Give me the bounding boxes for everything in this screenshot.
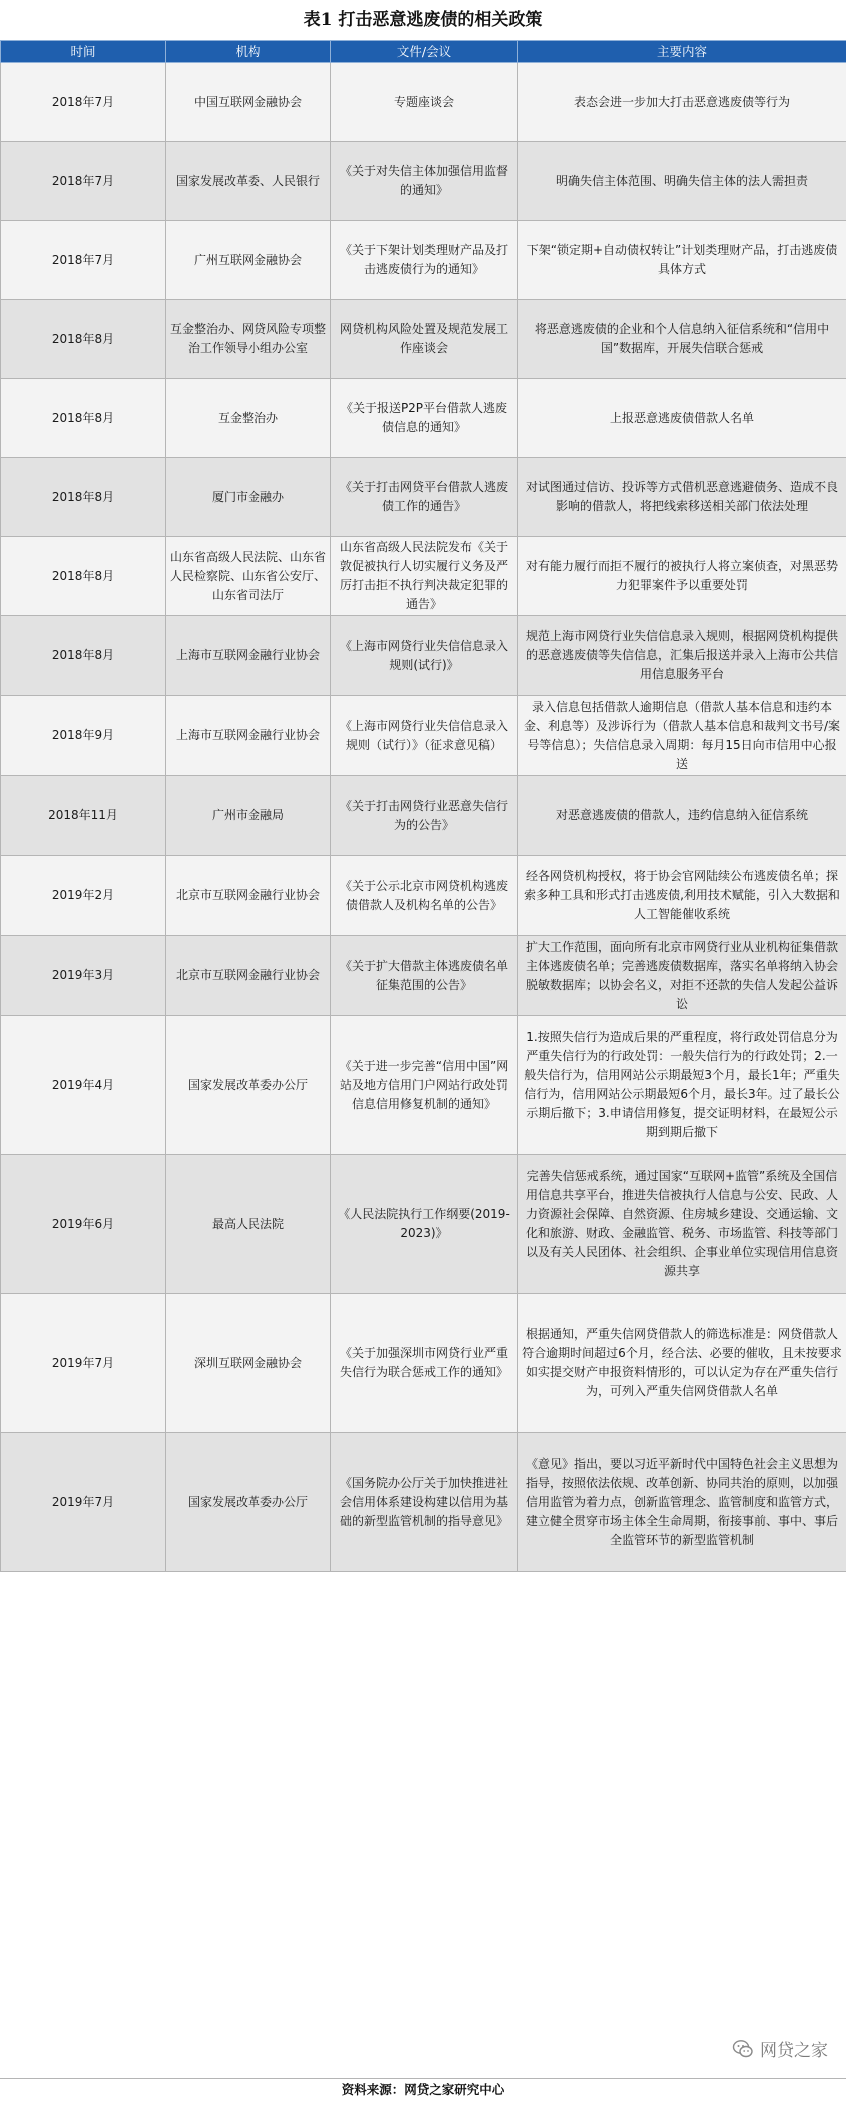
table-row bbox=[1, 458, 846, 537]
cell-doc: 《上海市网贷行业失信信息录入规则（试行）》（征求意见稿） bbox=[331, 696, 518, 776]
cell-org: 中国互联网金融协会 bbox=[166, 63, 331, 142]
cell-content: 完善失信惩戒系统，通过国家“互联网+监管”系统及全国信用信息共享平台，推进失信被执行人信息与公安、民政、人力资源社会保障、自然资源、住房城乡建设、交通运输、文化和旅游、财政、金融监管、税务、市场监管、科技等部门以及有关人民团体、社会组织、企事业单位实现信用信息资源共享 bbox=[518, 1155, 846, 1294]
cell-org: 山东省高级人民法院、山东省人民检察院、山东省公安厅、山东省司法厅 bbox=[166, 537, 331, 616]
table-row bbox=[1, 63, 846, 142]
cell-content: 对恶意逃废债的借款人，违约信息纳入征信系统 bbox=[518, 776, 846, 856]
cell-content: 对有能力履行而拒不履行的被执行人将立案侦查，对黑恶势力犯罪案件予以重要处罚 bbox=[518, 537, 846, 616]
cell-doc: 《关于进一步完善“信用中国”网站及地方信用门户网站行政处罚信息信用修复机制的通知》 bbox=[331, 1016, 518, 1155]
cell-org: 厦门市金融办 bbox=[166, 458, 331, 537]
cell-time: 2018年7月 bbox=[1, 221, 166, 300]
table-row bbox=[1, 776, 846, 856]
source-footer: 资料来源：网贷之家研究中心 bbox=[0, 2078, 846, 2101]
cell-time: 2018年8月 bbox=[1, 616, 166, 696]
table-row bbox=[1, 221, 846, 300]
cell-content: 上报恶意逃废债借款人名单 bbox=[518, 379, 846, 458]
cell-org: 互金整治办、网贷风险专项整治工作领导小组办公室 bbox=[166, 300, 331, 379]
cell-doc: 山东省高级人民法院发布《关于敦促被执行人切实履行义务及严厉打击拒不执行判决裁定犯罪的通告》 bbox=[331, 537, 518, 616]
cell-content: 录入信息包括借款人逾期信息（借款人基本信息和违约本金、利息等）及涉诉行为（借款人基本信息和裁判文书号/案号等信息）；失信信息录入周期：每月15日向市信用中心报送 bbox=[518, 696, 846, 776]
table-row bbox=[1, 696, 846, 776]
cell-org: 互金整治办 bbox=[166, 379, 331, 458]
cell-org: 深圳互联网金融协会 bbox=[166, 1294, 331, 1433]
cell-time: 2019年7月 bbox=[1, 1433, 166, 1572]
watermark-text: 网贷之家 bbox=[760, 2036, 828, 2061]
cell-content: 根据通知，严重失信网贷借款人的筛选标准是：网贷借款人符合逾期时间超过6个月，经合法、必要的催收，且未按要求如实提交财产申报资料情形的，可以认定为存在严重失信行为，可列入严重失信网贷借款人名单 bbox=[518, 1294, 846, 1433]
cell-doc: 《国务院办公厅关于加快推进社会信用体系建设构建以信用为基础的新型监管机制的指导意见》 bbox=[331, 1433, 518, 1572]
cell-doc: 《关于公示北京市网贷机构逃废债借款人及机构名单的公告》 bbox=[331, 856, 518, 936]
cell-content: 经各网贷机构授权，将于协会官网陆续公布逃废债名单；探索多种工具和形式打击逃废债,利用技术赋能，引入大数据和人工智能催收系统 bbox=[518, 856, 846, 936]
table-row bbox=[1, 300, 846, 379]
wechat-icon bbox=[732, 2038, 754, 2060]
table-row bbox=[1, 936, 846, 1016]
cell-time: 2019年2月 bbox=[1, 856, 166, 936]
cell-time: 2019年7月 bbox=[1, 1294, 166, 1433]
cell-time: 2018年11月 bbox=[1, 776, 166, 856]
table-row bbox=[1, 1155, 846, 1294]
cell-time: 2019年6月 bbox=[1, 1155, 166, 1294]
cell-doc: 网贷机构风险处置及规范发展工作座谈会 bbox=[331, 300, 518, 379]
cell-doc: 《关于报送P2P平台借款人逃废债信息的通知》 bbox=[331, 379, 518, 458]
cell-time: 2018年7月 bbox=[1, 63, 166, 142]
cell-time: 2018年8月 bbox=[1, 458, 166, 537]
cell-content: 将恶意逃废债的企业和个人信息纳入征信系统和“信用中国”数据库，开展失信联合惩戒 bbox=[518, 300, 846, 379]
cell-content: 规范上海市网贷行业失信信息录入规则，根据网贷机构提供的恶意逃废债等失信信息，汇集后报送并录入上海市公共信用信息服务平台 bbox=[518, 616, 846, 696]
cell-doc: 《关于扩大借款主体逃废债名单征集范围的公告》 bbox=[331, 936, 518, 1016]
table-row bbox=[1, 1294, 846, 1433]
cell-content: 明确失信主体范围、明确失信主体的法人需担责 bbox=[518, 142, 846, 221]
cell-org: 国家发展改革委、人民银行 bbox=[166, 142, 331, 221]
cell-time: 2018年7月 bbox=[1, 142, 166, 221]
cell-org: 北京市互联网金融行业协会 bbox=[166, 936, 331, 1016]
cell-org: 国家发展改革委办公厅 bbox=[166, 1433, 331, 1572]
header-row bbox=[1, 41, 846, 63]
cell-org: 国家发展改革委办公厅 bbox=[166, 1016, 331, 1155]
cell-time: 2018年8月 bbox=[1, 537, 166, 616]
table-row bbox=[1, 142, 846, 221]
cell-org: 北京市互联网金融行业协会 bbox=[166, 856, 331, 936]
cell-org: 上海市互联网金融行业协会 bbox=[166, 616, 331, 696]
cell-content: 下架“锁定期+自动债权转让”计划类理财产品，打击逃废债具体方式 bbox=[518, 221, 846, 300]
table-row bbox=[1, 1433, 846, 1572]
cell-org: 上海市互联网金融行业协会 bbox=[166, 696, 331, 776]
cell-doc: 《关于下架计划类理财产品及打击逃废债行为的通知》 bbox=[331, 221, 518, 300]
cell-content: 1.按照失信行为造成后果的严重程度，将行政处罚信息分为严重失信行为的行政处罚：一般失信行为的行政处罚；2.一般失信行为，信用网站公示期最短3个月，最长1年；严重失信行为，信用网站公示期最短6个月，最长3年。过了最长公示期后撤下；3.申请信用修复，提交证明材料，在最短公示期到期后撤下 bbox=[518, 1016, 846, 1155]
watermark bbox=[732, 2036, 828, 2061]
cell-org: 最高人民法院 bbox=[166, 1155, 331, 1294]
cell-time: 2018年9月 bbox=[1, 696, 166, 776]
cell-content: 扩大工作范围，面向所有北京市网贷行业从业机构征集借款主体逃废债名单；完善逃废债数据库，落实名单将纳入协会脱敏数据库；以协会名义，对拒不还款的失信人发起公益诉讼 bbox=[518, 936, 846, 1016]
table-row bbox=[1, 856, 846, 936]
cell-time: 2019年4月 bbox=[1, 1016, 166, 1155]
table-title: 表1 打击恶意逃废债的相关政策 bbox=[0, 0, 846, 40]
table-row bbox=[1, 616, 846, 696]
cell-doc: 《关于打击网贷行业恶意失信行为的公告》 bbox=[331, 776, 518, 856]
cell-doc: 专题座谈会 bbox=[331, 63, 518, 142]
cell-doc: 《人民法院执行工作纲要(2019-2023)》 bbox=[331, 1155, 518, 1294]
table-row bbox=[1, 379, 846, 458]
table-body bbox=[1, 63, 846, 1572]
cell-doc: 《上海市网贷行业失信信息录入规则(试行)》 bbox=[331, 616, 518, 696]
header-content: 主要内容 bbox=[518, 41, 846, 63]
cell-doc: 《关于对失信主体加强信用监督的通知》 bbox=[331, 142, 518, 221]
cell-content: 表态会进一步加大打击恶意逃废债等行为 bbox=[518, 63, 846, 142]
cell-doc: 《关于打击网贷平台借款人逃废债工作的通告》 bbox=[331, 458, 518, 537]
header-doc: 文件/会议 bbox=[331, 41, 518, 63]
cell-content: 对试图通过信访、投诉等方式借机恶意逃避债务、造成不良影响的借款人，将把线索移送相关部门依法处理 bbox=[518, 458, 846, 537]
cell-org: 广州互联网金融协会 bbox=[166, 221, 331, 300]
policy-table bbox=[0, 40, 846, 1572]
cell-org: 广州市金融局 bbox=[166, 776, 331, 856]
header-time: 时间 bbox=[1, 41, 166, 63]
cell-doc: 《关于加强深圳市网贷行业严重失信行为联合惩戒工作的通知》 bbox=[331, 1294, 518, 1433]
cell-time: 2018年8月 bbox=[1, 300, 166, 379]
cell-time: 2019年3月 bbox=[1, 936, 166, 1016]
table-row bbox=[1, 1016, 846, 1155]
cell-time: 2018年8月 bbox=[1, 379, 166, 458]
cell-content: 《意见》指出，要以习近平新时代中国特色社会主义思想为指导，按照依法依规、改革创新、协同共治的原则，以加强信用监管为着力点，创新监管理念、监管制度和监管方式，建立健全贯穿市场主体全生命周期，衔接事前、事中、事后全监管环节的新型监管机制 bbox=[518, 1433, 846, 1572]
table-row bbox=[1, 537, 846, 616]
header-org: 机构 bbox=[166, 41, 331, 63]
